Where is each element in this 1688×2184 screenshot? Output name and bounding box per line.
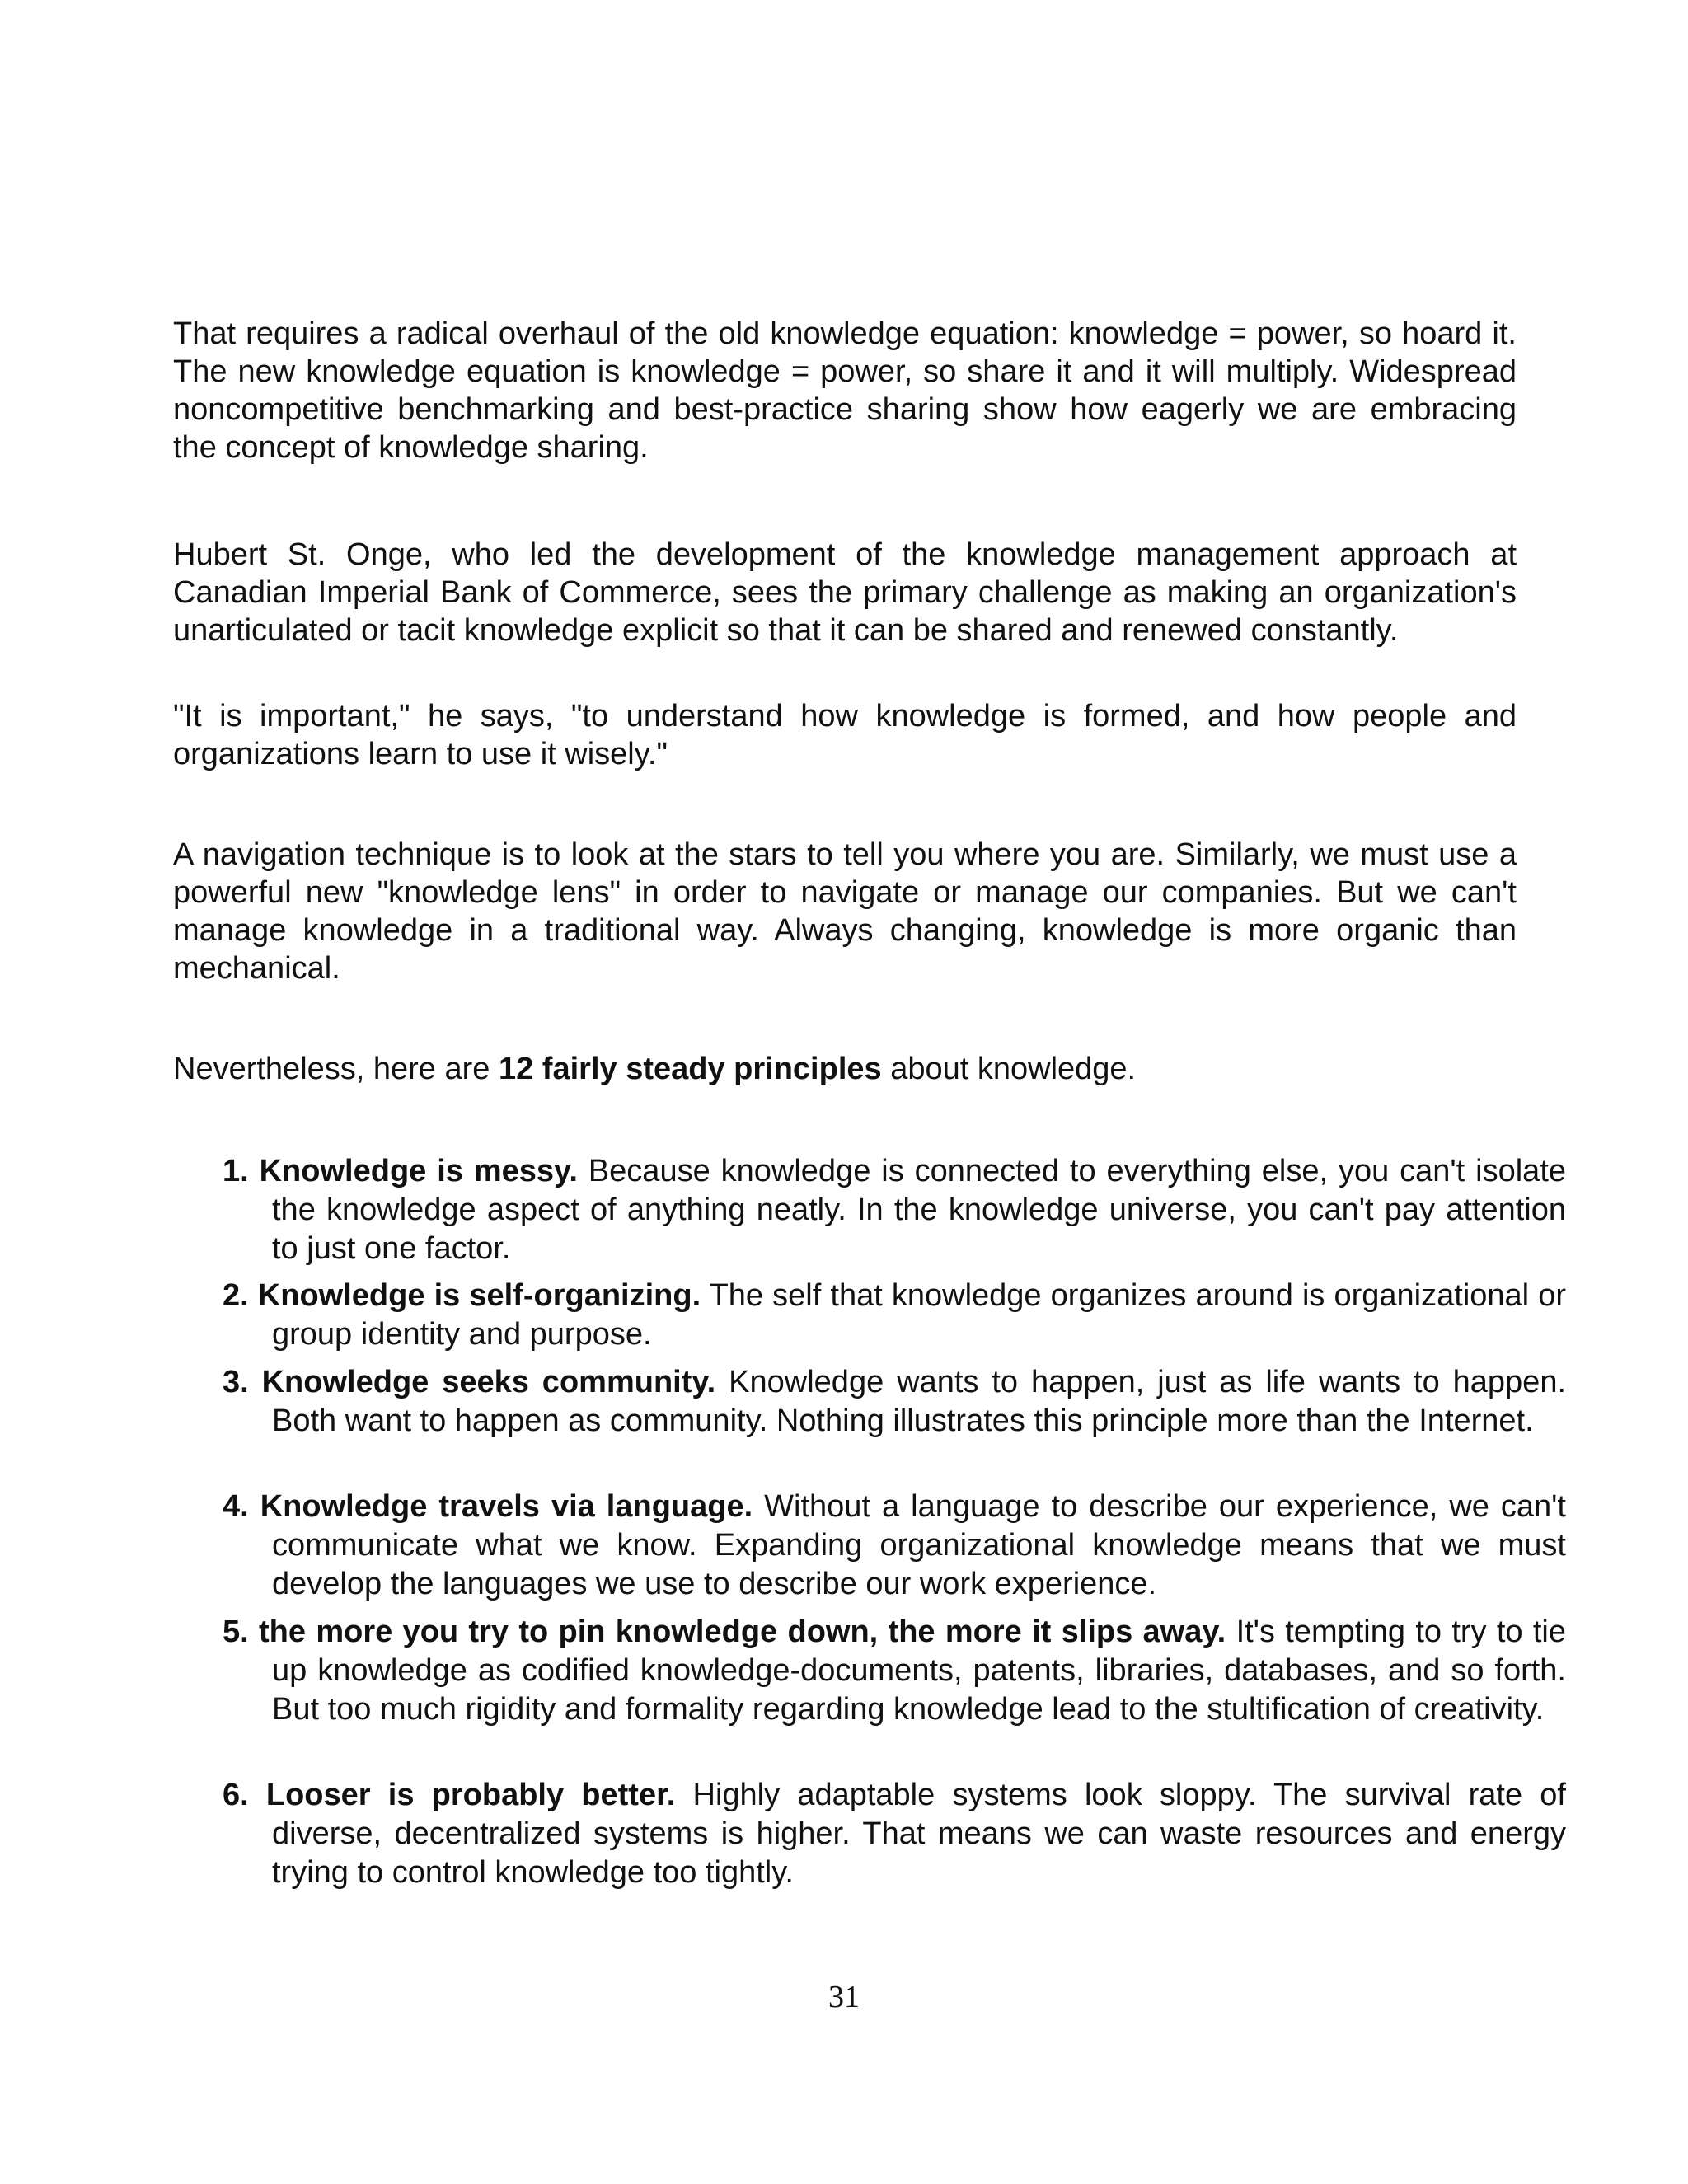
list-item <box>223 1152 1566 1268</box>
principle-lead: 3. Knowledge seeks community. <box>223 1365 716 1399</box>
principle-text: Highly adaptable systems look sloppy. The survival rate of diverse, decentralized systems is higher. That means we can waste resources and energy trying to control knowledge too tightly. <box>272 1778 1566 1890</box>
list-item <box>223 1613 1566 1729</box>
list-item <box>223 1363 1566 1441</box>
list-item <box>223 1277 1566 1354</box>
list-item <box>223 1776 1566 1892</box>
principle-lead: 6. Looser is probably better. <box>223 1778 676 1812</box>
paragraph-hubert-st-onge: Hubert St. Onge, who led the development of the knowledge management approach at Canadian Imperial Bank of Commerce, sees the primary challenge as making an organization's unarticulated or tacit knowledge explicit so that it can be shared and renewed constantly. <box>173 537 1517 648</box>
paragraph-quote: "It is important," he says, "to understand how knowledge is formed, and how people and organizations learn to use it wisely." <box>173 699 1517 771</box>
page-number: 31 <box>828 1980 860 2014</box>
paragraph-knowledge-equation: That requires a radical overhaul of the old knowledge equation: knowledge = power, so hoard it. The new knowledge equation is knowledge = power, so share it and it will multiply. Widespread noncompetitive benchmarking and best-practice sharing show how eagerly we are embracing the concept of knowledge sharing. <box>173 316 1517 465</box>
intro-text-after: about knowledge. <box>881 1052 1137 1086</box>
principle-lead: 2. Knowledge is self-organizing. <box>223 1278 701 1313</box>
principle-text: Knowledge wants to happen, just as life wants to happen. Both want to happen as community. Nothing illustrates this principle more than the Internet. <box>272 1365 1567 1438</box>
intro-text-before: Nevertheless, here are <box>173 1052 499 1086</box>
principle-lead: 5. the more you try to pin knowledge down, the more it slips away. <box>223 1615 1226 1649</box>
principle-text: Because knowledge is connected to everything else, you can't isolate the knowledge aspect of anything neatly. In the knowledge universe, you can't pay attention to just one factor. <box>272 1154 1567 1266</box>
principle-lead: 1. Knowledge is messy. <box>223 1154 578 1188</box>
intro-bold-text: 12 fairly steady principles <box>498 1052 882 1086</box>
principle-text: The self that knowledge organizes around is organizational or group identity and purpose. <box>272 1278 1566 1352</box>
principle-text: It's tempting to try to tie up knowledge as codified knowledge-documents, patents, libraries, databases, and so forth. But too much rigidity and formality regarding knowledge lead to the stultification of creativity. <box>272 1615 1566 1727</box>
list-item <box>223 1488 1566 1604</box>
principle-lead: 4. Knowledge travels via language. <box>223 1489 753 1524</box>
paragraph-principles-intro <box>173 1050 1517 1088</box>
paragraph-navigation: A navigation technique is to look at the stars to tell you where you are. Similarly, we must use a powerful new "knowledge lens" in order to navigate or manage our companies. But we can't manage knowledge in a traditional way. Always changing, knowledge is more organic than mechanical. <box>173 837 1517 986</box>
principle-text: Without a language to describe our experience, we can't communicate what we know. Expanding organizational knowledge means that we must develop the languages we use to describe our work experience. <box>272 1489 1566 1601</box>
